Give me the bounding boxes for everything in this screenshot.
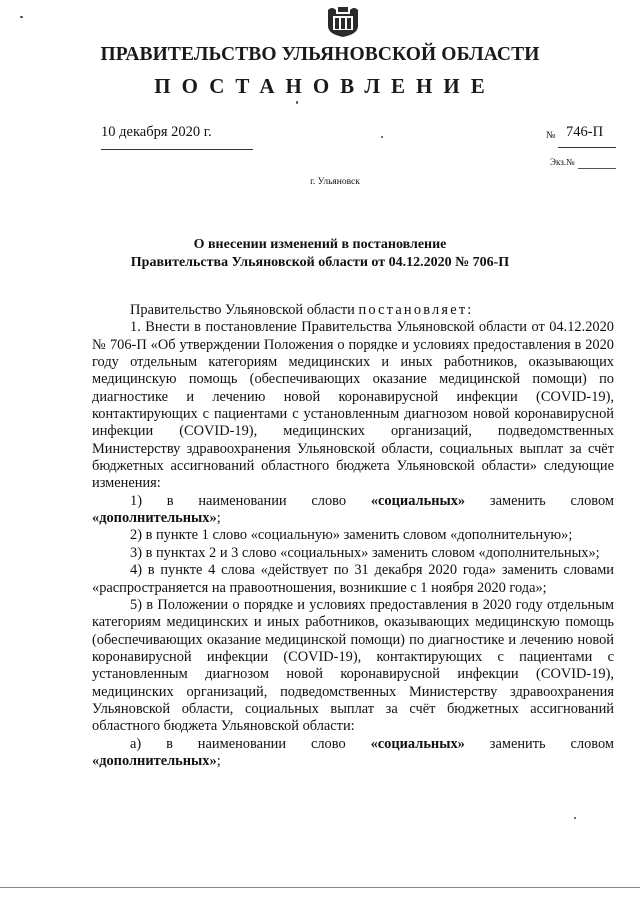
intro-verb: постановляет: <box>358 302 474 318</box>
date-underline <box>101 149 253 150</box>
intro-text: Правительство Ульяновской области <box>130 302 359 318</box>
page-bottom-edge <box>0 887 640 888</box>
item-5a-text-a: а) в наименовании слово <box>130 735 371 752</box>
item-5a-end: ; <box>216 752 221 769</box>
copy-number-label: Экз.№ <box>550 157 575 167</box>
scan-speck <box>20 16 23 18</box>
item-1-old-word: «социальных» <box>370 492 466 509</box>
number-prefix: № <box>546 130 556 141</box>
scan-speck <box>381 136 383 138</box>
item-5a-new-word: «дополнительных» <box>92 752 217 769</box>
paragraph-item-5: 5) в Положении о порядке и условиях предоставления в 2020 году отдельным категориям медицинских и иных работников, оказывающих медицинскую помощь (обеспечивающих оказание медицинской помощи) по диагностике и лечению новой коронавирусной инфекции (COVID-19), контактирующих с пациентами с установленным диагнозом новой коронавирусной инфекции (COVID-19), медицинских организаций, подведомственных Министерству здравоохранения Ульяновской области, социальных выплат за счёт бюджетных ассигнований областного бюджета Ульяновской области: <box>92 596 614 735</box>
decree-number: 746-П <box>566 124 604 140</box>
subject-line-2: Правительства Ульяновской области от 04.12.2020 № 706-П <box>130 255 510 270</box>
scan-speck <box>574 817 576 819</box>
coat-of-arms-icon <box>324 6 362 38</box>
item-1-end: ; <box>216 510 221 527</box>
item-5a-old-word: «социальных» <box>370 735 465 752</box>
paragraph-item-4: 4) в пункте 4 слова «действует по 31 декабря 2020 года» заменить словами «распространяется на правоотношения, возникшие с 1 ноября 2020 года»; <box>92 562 614 596</box>
number-underline <box>558 147 616 148</box>
paragraph-item-2: 2) в пункте 1 слово «социальную» заменить словом «дополнительную»; <box>130 527 573 544</box>
city-name: г. Ульяновск <box>310 177 360 187</box>
item-5a-text-c: заменить словом <box>464 735 614 752</box>
paragraph-item-5a <box>92 736 614 771</box>
copy-number-underline <box>578 168 616 169</box>
decree-title: ПОСТАНОВЛЕНИЕ <box>154 74 496 98</box>
item-1-new-word: «дополнительных» <box>92 510 217 527</box>
decree-body <box>92 302 614 770</box>
subject-line-1: О внесении изменений в постановление <box>193 237 447 252</box>
government-title: ПРАВИТЕЛЬСТВО УЛЬЯНОВСКОЙ ОБЛАСТИ <box>100 44 540 65</box>
item-1-text-a: 1) в наименовании слово <box>130 492 371 509</box>
decree-date: 10 декабря 2020 г. <box>101 124 212 140</box>
paragraph-item-3: 3) в пунктах 2 и 3 слово «социальных» заменить словом «дополнительных»; <box>130 544 600 561</box>
decree-subject <box>0 236 640 272</box>
paragraph-1: 1. Внести в постановление Правительства Ульяновской области от 04.12.2020 № 706-П «Об утверждении Положения о порядке и условиях предоставления в 2020 году отдельным категориям медицинских и иных работников, оказывающих медицинскую помощь (обеспечивающих оказание медицинской помощи) по диагностике и лечению новой коронавирусной инфекции (COVID-19), контактирующих с пациентами с установленным диагнозом новой коронавирусной инфекции (COVID-19), медицинских организаций, подведомственных Министерству здравоохранения Ульяновской области, социальных выплат за счёт бюджетных ассигнований областного бюджета Ульяновской области» следующие изменения: <box>92 319 614 492</box>
paragraph-item-1 <box>92 493 614 528</box>
intro-paragraph <box>92 302 614 319</box>
item-1-text-c: заменить словом <box>465 492 614 509</box>
scan-speck <box>296 101 298 104</box>
